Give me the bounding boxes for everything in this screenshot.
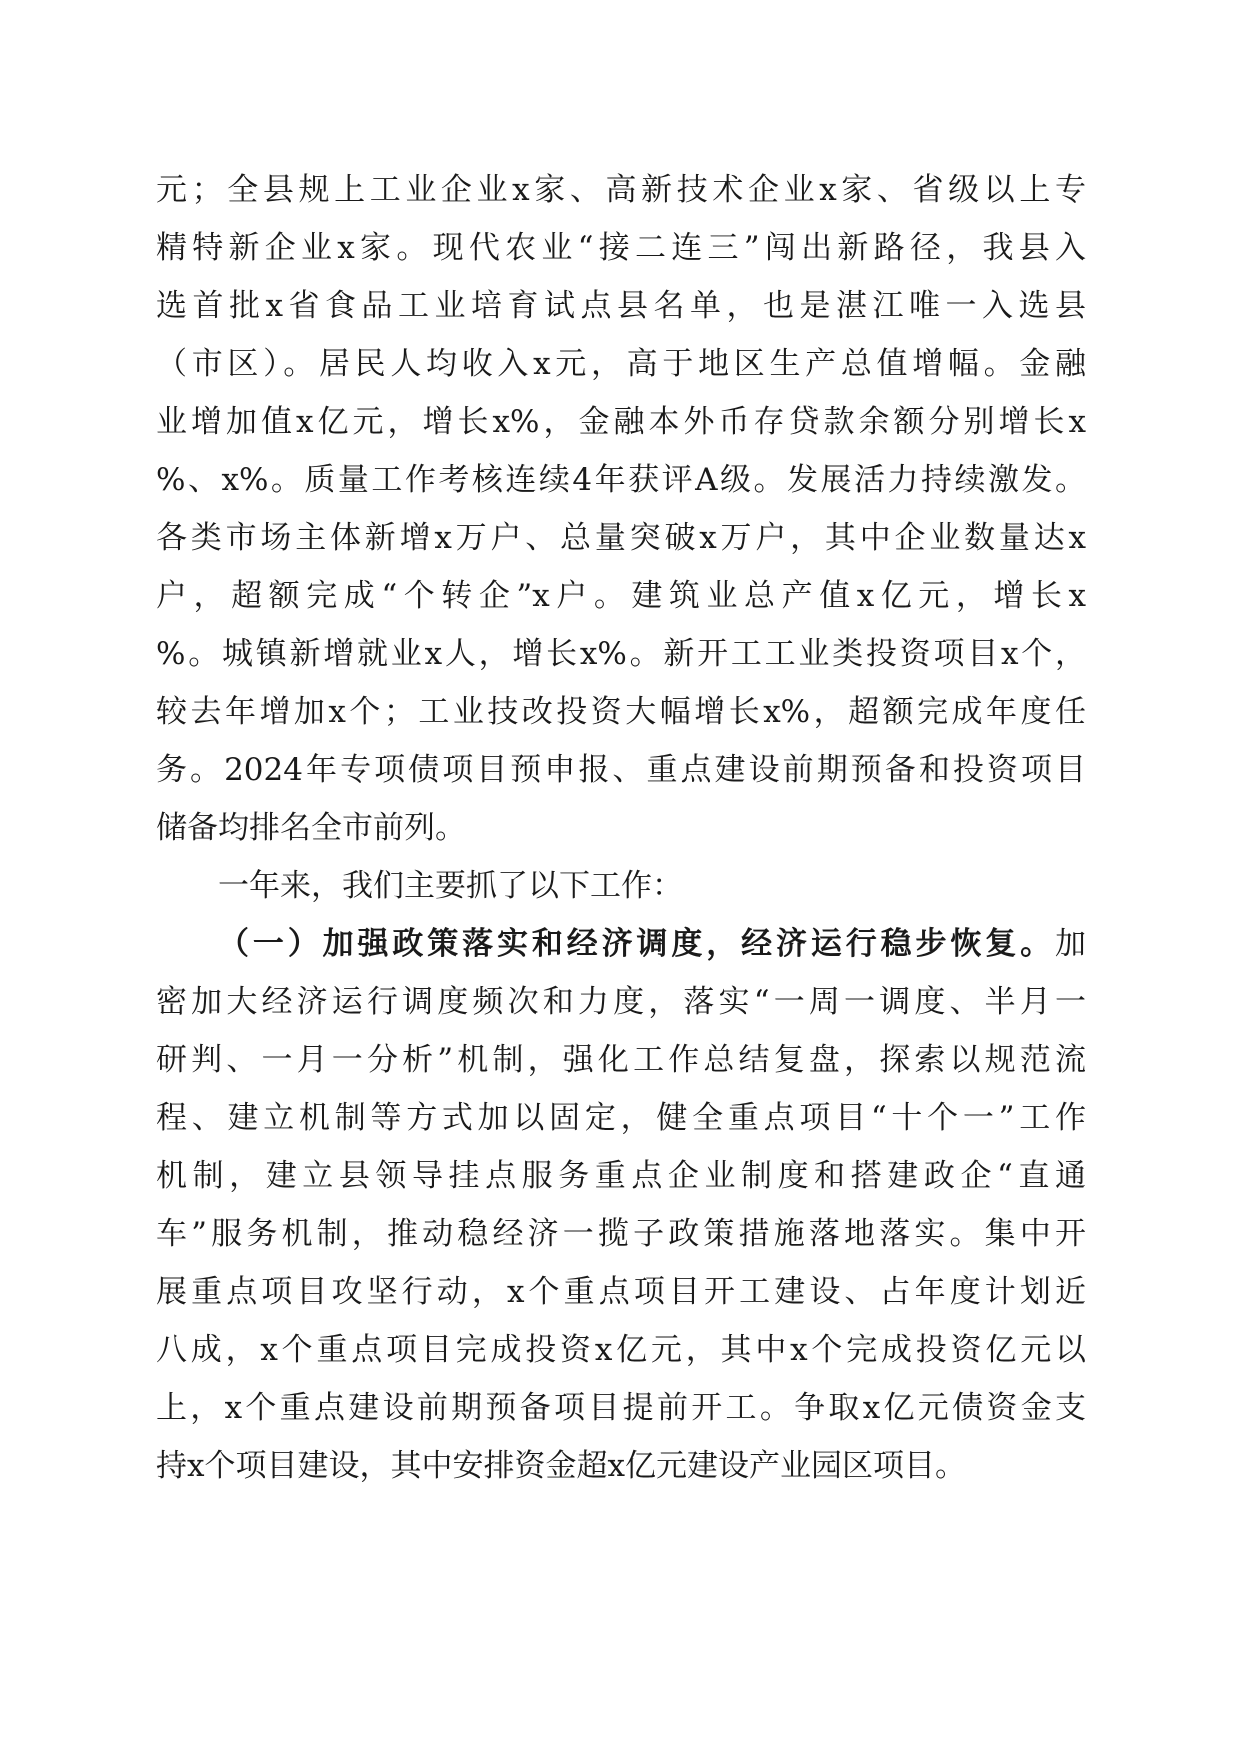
paragraph-line: 密加大经济运行调度频次和力度，落实“一周一调度、半月一 xyxy=(156,984,1086,1020)
paragraph-line: %。城镇新增就业x人，增长x%。新开工工业类投资项目x个， xyxy=(156,636,1086,672)
paragraph-line: 户，超额完成“个转企”x户。建筑业总产值x亿元，增长x xyxy=(156,578,1086,614)
section-heading: （一）加强政策落实和经济调度，经济运行稳步恢复。 xyxy=(218,926,1055,962)
paragraph-line: 车”服务机制，推动稳经济一揽子政策措施落地落实。集中开 xyxy=(156,1216,1086,1252)
paragraph-line: 研判、一月一分析”机制，强化工作总结复盘，探索以规范流 xyxy=(156,1042,1086,1078)
paragraph-line: 较去年增加x个；工业技改投资大幅增长x%，超额完成年度任 xyxy=(156,694,1086,730)
paragraph-line: 业增加值x亿元，增长x%，金融本外币存贷款余额分别增长x xyxy=(156,404,1086,440)
paragraph-line: 务。2024年专项债项目预申报、重点建设前期预备和投资项目 xyxy=(156,752,1086,788)
paragraph-line: 程、建立机制等方式加以固定，健全重点项目“十个一”工作 xyxy=(156,1100,1086,1136)
paragraph-line: 八成，x个重点项目完成投资x亿元，其中x个完成投资亿元以 xyxy=(156,1332,1086,1368)
paragraph-line: 选首批x省食品工业培育试点县名单，也是湛江唯一入选县 xyxy=(156,288,1086,324)
paragraph-line: %、x%。质量工作考核连续4年获评A级。发展活力持续激发。 xyxy=(156,462,1086,498)
paragraph-line: 各类市场主体新增x万户、总量突破x万户，其中企业数量达x xyxy=(156,520,1086,556)
paragraph-line: 储备均排名全市前列。 xyxy=(156,810,466,846)
paragraph-line: 上，x个重点建设前期预备项目提前开工。争取x亿元债资金支 xyxy=(156,1390,1086,1426)
paragraph-line: 展重点项目攻坚行动，x个重点项目开工建设、占年度计划近 xyxy=(156,1274,1086,1310)
section-first-line xyxy=(218,912,1086,976)
paragraph-line: 机制，建立县领导挂点服务重点企业制度和搭建政企“直通 xyxy=(156,1158,1086,1194)
paragraph-line: 精特新企业x家。现代农业“接二连三”闯出新路径，我县入 xyxy=(156,230,1086,266)
paragraph-line: 元；全县规上工业企业x家、高新技术企业x家、省级以上专 xyxy=(156,172,1086,208)
intro-line: 一年来，我们主要抓了以下工作： xyxy=(218,868,683,904)
paragraph-line: （市区）。居民人均收入x元，高于地区生产总值增幅。金融 xyxy=(156,346,1086,382)
section-first-tail: 加 xyxy=(1055,926,1086,962)
paragraph-line: 持x个项目建设，其中安排资金超x亿元建设产业园区项目。 xyxy=(156,1448,966,1484)
